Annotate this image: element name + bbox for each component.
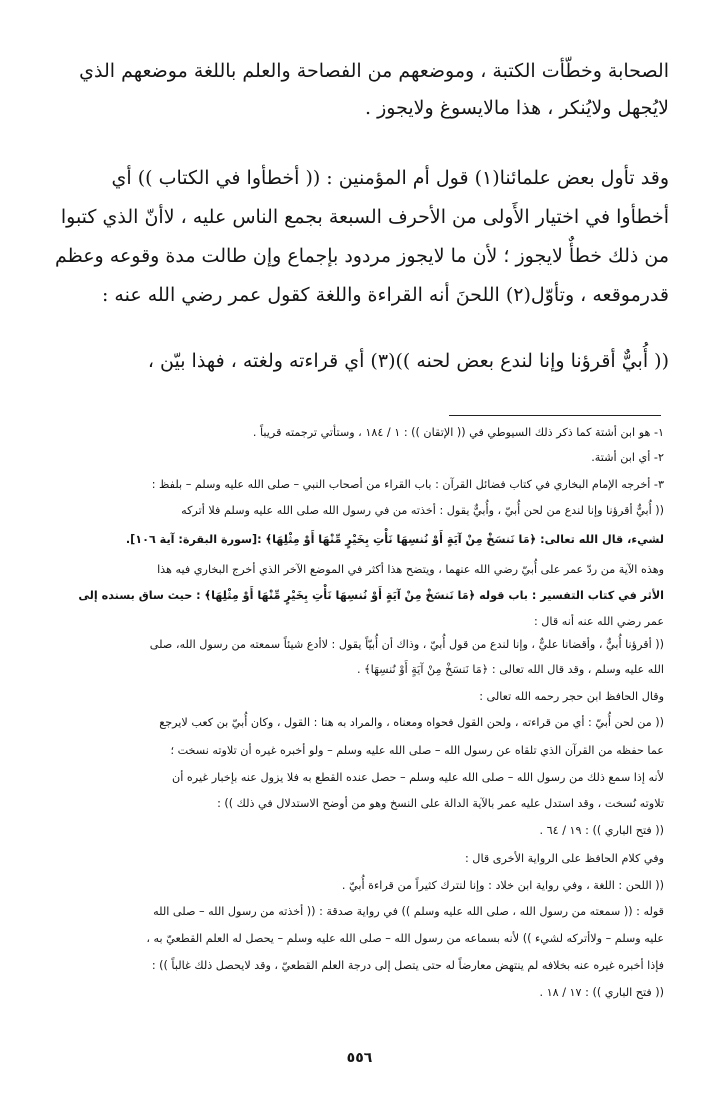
body-line: الصحابة وخطّأت الكتبة ، وموضعهم من الفصاحة والعلم باللغة موضعهم الذي [79,60,669,82]
body-line: قدرموقعه ، وتأوّل(٢) اللحنَ أنه القراءة واللغة كقول عمر رضي الله عنه : [101,284,669,306]
footnote-separator [449,415,661,416]
page-number: ٥٥٦ [346,1050,373,1066]
body-line: أخطأوا في اختيار الأَولى من الأحرف السبعة بجمع الناس عليه ، لاأنّ الذي كتبوا [60,206,669,228]
footnote-line: (( من لحن أُبيّ : أي من قراءته ، ولحن القول فحواه ومعناه ، والمراد به هنا : القول ، وكان أُبيّ بن كعب لايرجع [159,716,664,729]
footnote-line: لشيء، قال الله تعالى: ﴿مَا نَنسَخْ مِنْ آيَةٍ أَوْ نُنسِهَا نَأْتِ بِخَيْرٍ مِّنْهَا أَوْ مِثْلِهَا﴾ :[سورة البقرة: آية ١٠٦]. [125,533,664,546]
footnote-line: وقال الحافظ ابن حجر رحمه الله تعالى : [479,690,664,703]
footnote-line: (( اللحن : اللغة ، وفي رواية ابن خلاد : وإنا لنترك كثيراً من قراءة أُبيّ . [341,879,664,892]
footnote-line: ٣- أخرجه الإمام البخاري في كتاب فضائل القرآن : باب القراء من أصحاب النبي – صلى الله عليه وسلم – بلفظ : [151,478,664,491]
footnote-line: الأثر في كتاب التفسير : باب قوله ﴿مَا نَنسَخْ مِنْ آيَةٍ أَوْ نُنسِهَا نَأْتِ بِخَيْرٍ مِّنْهَا أَوْ مِثْلِهَا﴾ : حيث ساق بسنده إلى [78,589,664,602]
footnote-line: وفي كلام الحافظ على الرواية الأخرى قال : [464,852,664,865]
body-line: من ذلك خطأٌ لايجوز ؛ لأن ما لايجوز مردود بإجماع وإن طالت مدة وقوعه وعظم [54,245,669,267]
footnote-line: (( أُبيٌّ أقرؤنا وإنا لندع من لحن أُبيّ ، وأُبيٌّ يقول : أخذته من في رسول الله صلى الله عليه وسلم فلا أتركه [181,504,664,517]
footnote-line: ١- هو ابن أشتة كما ذكر ذلك السيوطي في (( الإتقان )) : ١ / ١٨٤ ، وستأتي ترجمته قريباً . [252,426,664,439]
body-line: (( أُبيٌّ أقرؤنا وإنا لندع بعض لحنه ))(٣) أي قراءته ولغته ، فهذا بيّن ، [147,350,669,372]
body-line: وقد تأول بعض علمائنا(١) قول أم المؤمنين : (( أخطأوا في الكتاب )) أي [111,167,669,189]
footnote-line: (( أقرؤنا أُبيٌّ ، وأقضانا عليٌّ ، وإنا لندع من قول أُبيّ ، وذاك أن أُبيّاً يقول : لاأدع شيئاً سمعته من رسول الله، صلى [149,638,664,651]
footnote-line: (( فتح الباري )) : ١٩ / ٦٤ . [539,824,664,837]
body-line: لايُجهل ولايُنكر ، هذا مالايسوغ ولايجوز . [365,97,669,119]
footnote-line: عمر رضي الله عنه أنه قال : [533,615,664,628]
footnote-line: لأنه إذا سمع ذلك من رسول الله – صلى الله عليه وسلم – حصل عنده القطع به فلا يزول عنه بإخبار غيره أن [172,771,664,784]
footnote-line: ٢- أي ابن أشتة. [591,451,664,464]
footnote-line: فإذا أخبره غيره عنه بخلافه لم ينتهض معارضاً له حتى يتصل إلى درجة العلم القطعيّ ، وقد لايحصل ذلك غالباً )) : [151,959,664,972]
footnote-line: الله عليه وسلم ، وقد قال الله تعالى : ﴿مَا نَنسَخْ مِنْ آيَةٍ أَوْ نُنسِهَا﴾ . [356,663,664,676]
footnote-line: (( فتح الباري )) : ١٧ / ١٨ . [539,986,664,999]
footnote-line: عما حفظه من القرآن الذي تلقاه عن رسول الله – صلى الله عليه وسلم – ولو أخبره غيره أن تلاوته نسخت ؛ [170,744,664,757]
footnote-line: وهذه الآية من ردّ عمر على أُبيّ رضي الله عنهما ، ويتضح هذا أكثر في الموضع الآخر الذي أخرج البخاري فيه هذا [157,563,664,576]
footnote-line: عليه وسلم – ولاأتركه لشيء )) لأنه بسماعه من رسول الله – صلى الله عليه وسلم – يحصل له العلم القطعيّ به ، [146,932,664,945]
footnote-line: قوله : (( سمعته من رسول الله ، صلى الله عليه وسلم )) في رواية صدقة : (( أخذته من رسول الله – صلى الله [153,905,664,918]
footnote-line: تلاوته نُسخت ، وقد استدل عليه عمر بالآية الدالة على النسخ وهو من أوضح الاستدلال في ذلك )) : [217,797,664,810]
